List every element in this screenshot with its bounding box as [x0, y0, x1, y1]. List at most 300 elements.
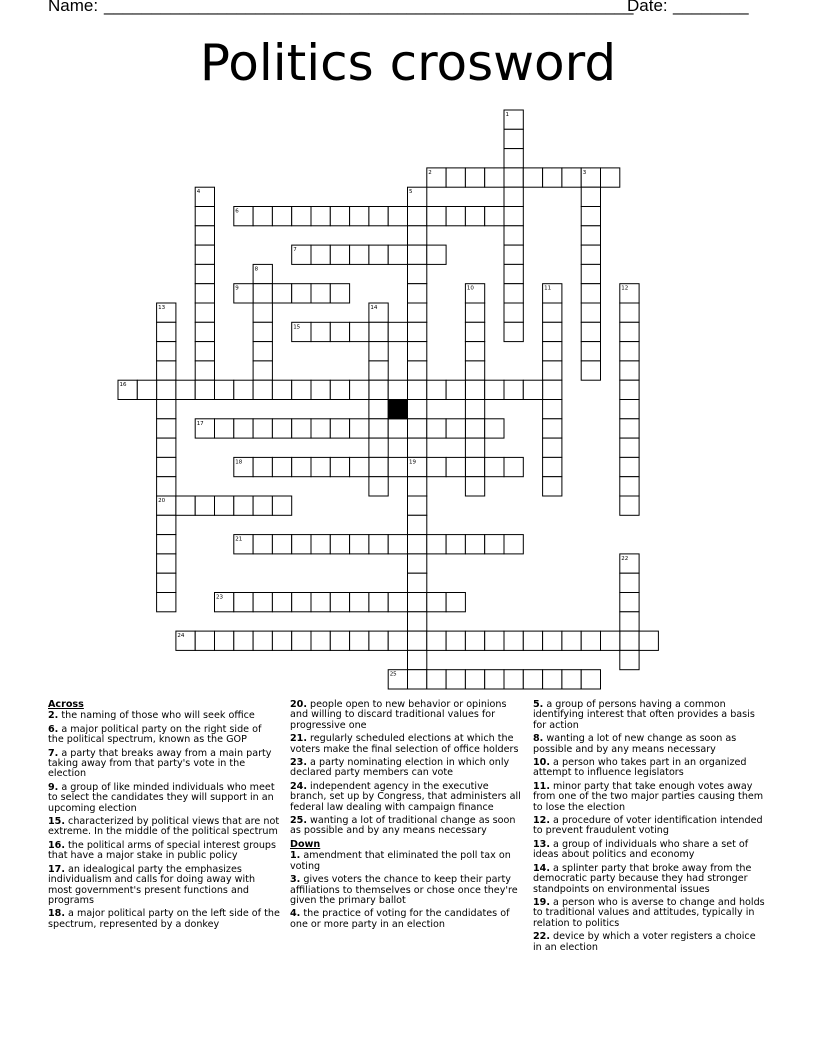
- clue-number: 3.: [290, 874, 301, 886]
- grid-cell[interactable]: [253, 535, 272, 554]
- grid-cell[interactable]: [350, 245, 369, 264]
- grid-cell[interactable]: [369, 342, 388, 361]
- grid-cell[interactable]: [408, 670, 427, 689]
- grid-cell[interactable]: [215, 380, 234, 399]
- grid-cell[interactable]: [253, 284, 272, 303]
- grid-cell[interactable]: [253, 361, 272, 380]
- grid-cell[interactable]: [195, 245, 214, 264]
- grid-cell[interactable]: [504, 264, 523, 283]
- clue-item: [290, 851, 522, 872]
- grid-cell[interactable]: [253, 303, 272, 322]
- grid-cell[interactable]: [504, 322, 523, 341]
- grid-cell[interactable]: [369, 380, 388, 399]
- grid-cell[interactable]: [562, 670, 581, 689]
- grid-cell[interactable]: [485, 380, 504, 399]
- cell-number: 22: [621, 555, 629, 562]
- grid-cell[interactable]: [504, 535, 523, 554]
- clue-text: a group of persons having a common identifying interest that often provides a basis for action: [533, 699, 755, 731]
- grid-cell[interactable]: [292, 284, 311, 303]
- grid-cell[interactable]: [311, 245, 330, 264]
- grid-cell[interactable]: [292, 207, 311, 226]
- grid-cell[interactable]: [388, 380, 407, 399]
- grid-cell[interactable]: [601, 168, 620, 187]
- grid-cell[interactable]: [620, 631, 639, 650]
- grid-cell[interactable]: [195, 264, 214, 283]
- grid-cell[interactable]: [408, 496, 427, 515]
- grid-cell[interactable]: [543, 670, 562, 689]
- grid-cell[interactable]: [215, 631, 234, 650]
- grid-cell[interactable]: [581, 322, 600, 341]
- grid-cell[interactable]: [157, 515, 176, 534]
- grid-cell[interactable]: [408, 264, 427, 283]
- grid-cell[interactable]: [504, 129, 523, 148]
- grid-cell[interactable]: [369, 400, 388, 419]
- grid-cell[interactable]: [543, 419, 562, 438]
- grid-cell[interactable]: [620, 593, 639, 612]
- grid-cell[interactable]: [408, 322, 427, 341]
- grid-cell[interactable]: [543, 631, 562, 650]
- grid-cell[interactable]: [311, 419, 330, 438]
- cell-number: 21: [235, 536, 243, 543]
- grid-cell[interactable]: [195, 361, 214, 380]
- black-square: [388, 400, 407, 419]
- grid-cell[interactable]: [157, 554, 176, 573]
- grid-cell[interactable]: [543, 168, 562, 187]
- grid-cell[interactable]: [292, 419, 311, 438]
- grid-cell[interactable]: [330, 535, 349, 554]
- clue-number: 9.: [48, 781, 59, 793]
- clue-item: [533, 898, 765, 929]
- clue-text: people open to new behavior or opinions and willing to discard traditional values for progressive one: [290, 699, 507, 731]
- grid-cell[interactable]: [350, 419, 369, 438]
- grid-cell[interactable]: [465, 322, 484, 341]
- grid-cell[interactable]: [311, 457, 330, 476]
- grid-cell[interactable]: [330, 457, 349, 476]
- grid-cell[interactable]: [408, 380, 427, 399]
- cell-number: 13: [158, 305, 166, 311]
- grid-cell[interactable]: [543, 322, 562, 341]
- grid-cell[interactable]: [311, 535, 330, 554]
- grid-cell[interactable]: [408, 400, 427, 419]
- grid-cell[interactable]: [369, 245, 388, 264]
- grid-cell[interactable]: [292, 457, 311, 476]
- grid-cell[interactable]: [504, 149, 523, 168]
- grid-cell[interactable]: [504, 245, 523, 264]
- grid-cell[interactable]: [350, 457, 369, 476]
- clue-item: [533, 816, 765, 837]
- grid-cell[interactable]: [581, 631, 600, 650]
- grid-cell[interactable]: [369, 457, 388, 476]
- grid-cell[interactable]: [523, 670, 542, 689]
- grid-cell[interactable]: [253, 342, 272, 361]
- grid-cell[interactable]: [408, 573, 427, 592]
- grid-cell[interactable]: [562, 631, 581, 650]
- grid-cell[interactable]: [639, 631, 658, 650]
- grid-cell[interactable]: [253, 496, 272, 515]
- grid-cell[interactable]: [446, 593, 465, 612]
- grid-cell[interactable]: [620, 380, 639, 399]
- grid-cell[interactable]: [523, 631, 542, 650]
- grid-cell[interactable]: [388, 207, 407, 226]
- grid-cell[interactable]: [157, 438, 176, 457]
- clue-item: [48, 841, 280, 862]
- grid-cell[interactable]: [427, 535, 446, 554]
- grid-cell[interactable]: [330, 419, 349, 438]
- grid-cell[interactable]: [253, 631, 272, 650]
- grid-cell[interactable]: [388, 245, 407, 264]
- cell-number: 18: [235, 459, 243, 466]
- grid-cell[interactable]: [465, 457, 484, 476]
- grid-cell[interactable]: [543, 457, 562, 476]
- name-label: Name:: [48, 0, 99, 15]
- grid-cell[interactable]: [272, 631, 291, 650]
- grid-cell[interactable]: [427, 419, 446, 438]
- grid-cell[interactable]: [543, 361, 562, 380]
- grid-cell[interactable]: [157, 322, 176, 341]
- grid-cell[interactable]: [427, 207, 446, 226]
- grid-cell[interactable]: [620, 400, 639, 419]
- grid-cell[interactable]: [581, 342, 600, 361]
- grid-cell[interactable]: [157, 419, 176, 438]
- grid-cell[interactable]: [157, 400, 176, 419]
- grid-cell[interactable]: [292, 593, 311, 612]
- grid-cell[interactable]: [543, 477, 562, 496]
- grid-cell[interactable]: [446, 631, 465, 650]
- grid-cell[interactable]: [465, 361, 484, 380]
- grid-cell[interactable]: [408, 554, 427, 573]
- grid-cell[interactable]: [485, 457, 504, 476]
- grid-cell[interactable]: [485, 207, 504, 226]
- clue-text: a person who is averse to change and holds to traditional values and attitudes, typically in relation to politics: [533, 896, 765, 929]
- grid-cell[interactable]: [330, 593, 349, 612]
- grid-cell[interactable]: [504, 226, 523, 245]
- clue-item: [290, 909, 522, 930]
- name-line[interactable]: ________________________________________________________: [104, 0, 634, 15]
- grid-cell[interactable]: [581, 670, 600, 689]
- grid-cell[interactable]: [504, 187, 523, 206]
- clue-text: an idealogical party the emphasizes individualism and calls for doing away with most government's present functions and programs: [48, 863, 256, 906]
- grid-cell[interactable]: [350, 631, 369, 650]
- grid-cell[interactable]: [523, 380, 542, 399]
- grid-cell[interactable]: [543, 438, 562, 457]
- grid-cell[interactable]: [157, 342, 176, 361]
- grid-cell[interactable]: [504, 168, 523, 187]
- cell-number: 23: [216, 594, 223, 601]
- grid-cell[interactable]: [543, 400, 562, 419]
- grid-cell[interactable]: [176, 496, 195, 515]
- grid-cell[interactable]: [620, 438, 639, 457]
- grid-cell[interactable]: [272, 535, 291, 554]
- grid-cell[interactable]: [215, 496, 234, 515]
- grid-cell[interactable]: [195, 207, 214, 226]
- grid-cell[interactable]: [408, 207, 427, 226]
- grid-cell[interactable]: [465, 380, 484, 399]
- grid-cell[interactable]: [253, 457, 272, 476]
- clue-text: the practice of voting for the candidates of one or more party in an election: [290, 908, 510, 930]
- grid-cell[interactable]: [157, 380, 176, 399]
- grid-cell[interactable]: [581, 303, 600, 322]
- grid-cell[interactable]: [504, 670, 523, 689]
- grid-cell[interactable]: [504, 207, 523, 226]
- grid-cell[interactable]: [350, 380, 369, 399]
- grid-cell[interactable]: [137, 380, 156, 399]
- grid-cell[interactable]: [620, 612, 639, 631]
- grid-cell[interactable]: [581, 284, 600, 303]
- grid-cell[interactable]: [581, 207, 600, 226]
- grid-cell[interactable]: [465, 535, 484, 554]
- date-label: Date:: [627, 0, 668, 15]
- clue-number: 10.: [533, 757, 550, 769]
- grid-cell[interactable]: [234, 419, 253, 438]
- grid-cell[interactable]: [388, 419, 407, 438]
- grid-cell[interactable]: [408, 361, 427, 380]
- grid-cell[interactable]: [485, 670, 504, 689]
- grid-cell[interactable]: [446, 168, 465, 187]
- grid-cell[interactable]: [465, 168, 484, 187]
- clue-text: a major political party on the right side of the political spectrum, known as the GOP: [48, 723, 262, 746]
- grid-cell[interactable]: [408, 303, 427, 322]
- grid-cell[interactable]: [485, 535, 504, 554]
- grid-cell[interactable]: [408, 477, 427, 496]
- grid-cell[interactable]: [369, 207, 388, 226]
- grid-cell[interactable]: [292, 380, 311, 399]
- grid-cell[interactable]: [234, 496, 253, 515]
- grid-cell[interactable]: [465, 438, 484, 457]
- grid-cell[interactable]: [388, 593, 407, 612]
- grid-cell[interactable]: [311, 631, 330, 650]
- grid-cell[interactable]: [408, 226, 427, 245]
- grid-cell[interactable]: [272, 284, 291, 303]
- grid-cell[interactable]: [620, 419, 639, 438]
- clue-item: [48, 909, 280, 930]
- grid-cell[interactable]: [157, 361, 176, 380]
- grid-cell[interactable]: [408, 593, 427, 612]
- grid-cell[interactable]: [215, 419, 234, 438]
- cell-number: 11: [544, 285, 552, 292]
- grid-cell[interactable]: [427, 670, 446, 689]
- clue-text: wanting a lot of new change as soon as possible and by any means necessary: [533, 733, 737, 755]
- cell-number: 3: [582, 169, 587, 176]
- grid-cell[interactable]: [620, 496, 639, 515]
- grid-cell[interactable]: [330, 322, 349, 341]
- cell-number: 19: [409, 459, 416, 466]
- grid-cell[interactable]: [311, 284, 330, 303]
- grid-cell[interactable]: [465, 670, 484, 689]
- clue-number: 8.: [533, 733, 544, 745]
- grid-cell[interactable]: [465, 631, 484, 650]
- grid-cell[interactable]: [157, 593, 176, 612]
- grid-cell[interactable]: [581, 226, 600, 245]
- grid-cell[interactable]: [620, 322, 639, 341]
- grid-cell[interactable]: [465, 419, 484, 438]
- grid-cell[interactable]: [620, 342, 639, 361]
- grid-cell[interactable]: [581, 264, 600, 283]
- grid-cell[interactable]: [195, 631, 214, 650]
- grid-cell[interactable]: [157, 457, 176, 476]
- grid-cell[interactable]: [504, 457, 523, 476]
- clue-number: 16.: [48, 839, 65, 851]
- grid-cell[interactable]: [504, 284, 523, 303]
- grid-cell[interactable]: [543, 303, 562, 322]
- grid-cell[interactable]: [504, 380, 523, 399]
- clue-number: 23.: [290, 757, 307, 769]
- grid-cell[interactable]: [446, 207, 465, 226]
- grid-cell[interactable]: [350, 593, 369, 612]
- grid-cell[interactable]: [272, 207, 291, 226]
- grid-cell[interactable]: [195, 226, 214, 245]
- grid-cell[interactable]: [253, 322, 272, 341]
- grid-cell[interactable]: [620, 457, 639, 476]
- grid-cell[interactable]: [311, 380, 330, 399]
- grid-cell[interactable]: [176, 380, 195, 399]
- grid-cell[interactable]: [330, 245, 349, 264]
- grid-cell[interactable]: [157, 535, 176, 554]
- grid-cell[interactable]: [272, 496, 291, 515]
- grid-cell[interactable]: [369, 631, 388, 650]
- grid-cell[interactable]: [195, 284, 214, 303]
- clue-number: 17.: [48, 863, 65, 875]
- grid-cell[interactable]: [330, 380, 349, 399]
- grid-cell[interactable]: [195, 303, 214, 322]
- grid-cell[interactable]: [465, 207, 484, 226]
- cell-number: 1: [505, 112, 509, 118]
- grid-cell[interactable]: [485, 419, 504, 438]
- cell-number: 10: [466, 285, 474, 292]
- grid-cell[interactable]: [620, 477, 639, 496]
- grid-cell[interactable]: [581, 187, 600, 206]
- grid-cell[interactable]: [369, 419, 388, 438]
- grid-cell[interactable]: [581, 245, 600, 264]
- grid-cell[interactable]: [388, 457, 407, 476]
- cell-number: 6: [235, 208, 239, 215]
- grid-cell[interactable]: [485, 168, 504, 187]
- grid-cell[interactable]: [427, 593, 446, 612]
- grid-cell[interactable]: [369, 322, 388, 341]
- grid-cell[interactable]: [272, 380, 291, 399]
- clue-section-heading: Across: [48, 699, 84, 710]
- grid-cell[interactable]: [427, 457, 446, 476]
- grid-cell[interactable]: [408, 612, 427, 631]
- grid-cell[interactable]: [253, 207, 272, 226]
- clue-item: [533, 932, 765, 953]
- grid-cell[interactable]: [408, 245, 427, 264]
- grid-cell[interactable]: [330, 207, 349, 226]
- grid-cell[interactable]: [388, 322, 407, 341]
- grid-cell[interactable]: [620, 573, 639, 592]
- grid-cell[interactable]: [446, 535, 465, 554]
- grid-cell[interactable]: [408, 419, 427, 438]
- grid-cell[interactable]: [523, 168, 542, 187]
- grid-cell[interactable]: [408, 438, 427, 457]
- grid-cell[interactable]: [408, 284, 427, 303]
- grid-cell[interactable]: [253, 419, 272, 438]
- grid-cell[interactable]: [311, 593, 330, 612]
- grid-cell[interactable]: [234, 631, 253, 650]
- grid-cell[interactable]: [388, 631, 407, 650]
- grid-cell[interactable]: [465, 303, 484, 322]
- grid-cell[interactable]: [427, 380, 446, 399]
- grid-cell[interactable]: [620, 650, 639, 669]
- grid-cell[interactable]: [330, 631, 349, 650]
- grid-cell[interactable]: [195, 380, 214, 399]
- grid-cell[interactable]: [350, 207, 369, 226]
- grid-cell[interactable]: [446, 457, 465, 476]
- grid-cell[interactable]: [195, 496, 214, 515]
- grid-cell[interactable]: [408, 631, 427, 650]
- grid-cell[interactable]: [272, 593, 291, 612]
- grid-cell[interactable]: [388, 535, 407, 554]
- grid-cell[interactable]: [369, 438, 388, 457]
- grid-cell[interactable]: [620, 361, 639, 380]
- clue-number: 2.: [48, 710, 59, 722]
- grid-cell[interactable]: [620, 303, 639, 322]
- grid-cell[interactable]: [330, 284, 349, 303]
- grid-cell[interactable]: [581, 361, 600, 380]
- grid-cell[interactable]: [157, 477, 176, 496]
- grid-cell[interactable]: [465, 400, 484, 419]
- grid-cell[interactable]: [427, 631, 446, 650]
- grid-cell[interactable]: [272, 457, 291, 476]
- clue-item: [533, 734, 765, 755]
- grid-cell[interactable]: [195, 322, 214, 341]
- grid-cell[interactable]: [427, 245, 446, 264]
- grid-cell[interactable]: [485, 631, 504, 650]
- grid-cell[interactable]: [504, 631, 523, 650]
- page-title: Politics crosword: [199, 34, 617, 92]
- grid-cell[interactable]: [446, 670, 465, 689]
- grid-cell[interactable]: [253, 593, 272, 612]
- cell-number: 24: [177, 633, 185, 640]
- clue-number: 20.: [290, 699, 307, 710]
- grid-cell[interactable]: [195, 342, 214, 361]
- grid-cell[interactable]: [311, 207, 330, 226]
- grid-cell[interactable]: [408, 535, 427, 554]
- grid-cell[interactable]: [272, 419, 291, 438]
- grid-cell[interactable]: [350, 322, 369, 341]
- grid-cell[interactable]: [253, 380, 272, 399]
- grid-cell[interactable]: [292, 631, 311, 650]
- grid-cell[interactable]: [543, 380, 562, 399]
- grid-cell[interactable]: [350, 535, 369, 554]
- clue-number: 19.: [533, 896, 550, 908]
- grid-cell[interactable]: [311, 322, 330, 341]
- clue-text: a group of like minded individuals who meet to select the candidates they will support in an upcoming election: [48, 781, 275, 814]
- grid-cell[interactable]: [601, 631, 620, 650]
- grid-cell[interactable]: [504, 303, 523, 322]
- grid-cell[interactable]: [446, 380, 465, 399]
- grid-cell[interactable]: [369, 535, 388, 554]
- clue-text: a party nominating election in which only declared party members can vote: [290, 757, 510, 779]
- date-line[interactable]: ________: [673, 0, 749, 15]
- grid-cell[interactable]: [408, 342, 427, 361]
- grid-cell[interactable]: [234, 593, 253, 612]
- grid-cell[interactable]: [408, 650, 427, 669]
- grid-cell[interactable]: [543, 342, 562, 361]
- clue-number: 22.: [533, 931, 550, 943]
- grid-cell[interactable]: [234, 380, 253, 399]
- grid-cell[interactable]: [157, 573, 176, 592]
- grid-cell[interactable]: [465, 342, 484, 361]
- grid-cell[interactable]: [408, 515, 427, 534]
- grid-cell[interactable]: [465, 477, 484, 496]
- clue-text: a procedure of voter identification intended to prevent fraudulent voting: [533, 815, 763, 837]
- grid-cell[interactable]: [369, 361, 388, 380]
- grid-cell[interactable]: [369, 477, 388, 496]
- grid-cell[interactable]: [292, 535, 311, 554]
- grid-cell[interactable]: [369, 593, 388, 612]
- grid-cell[interactable]: [562, 168, 581, 187]
- grid-cell[interactable]: [446, 419, 465, 438]
